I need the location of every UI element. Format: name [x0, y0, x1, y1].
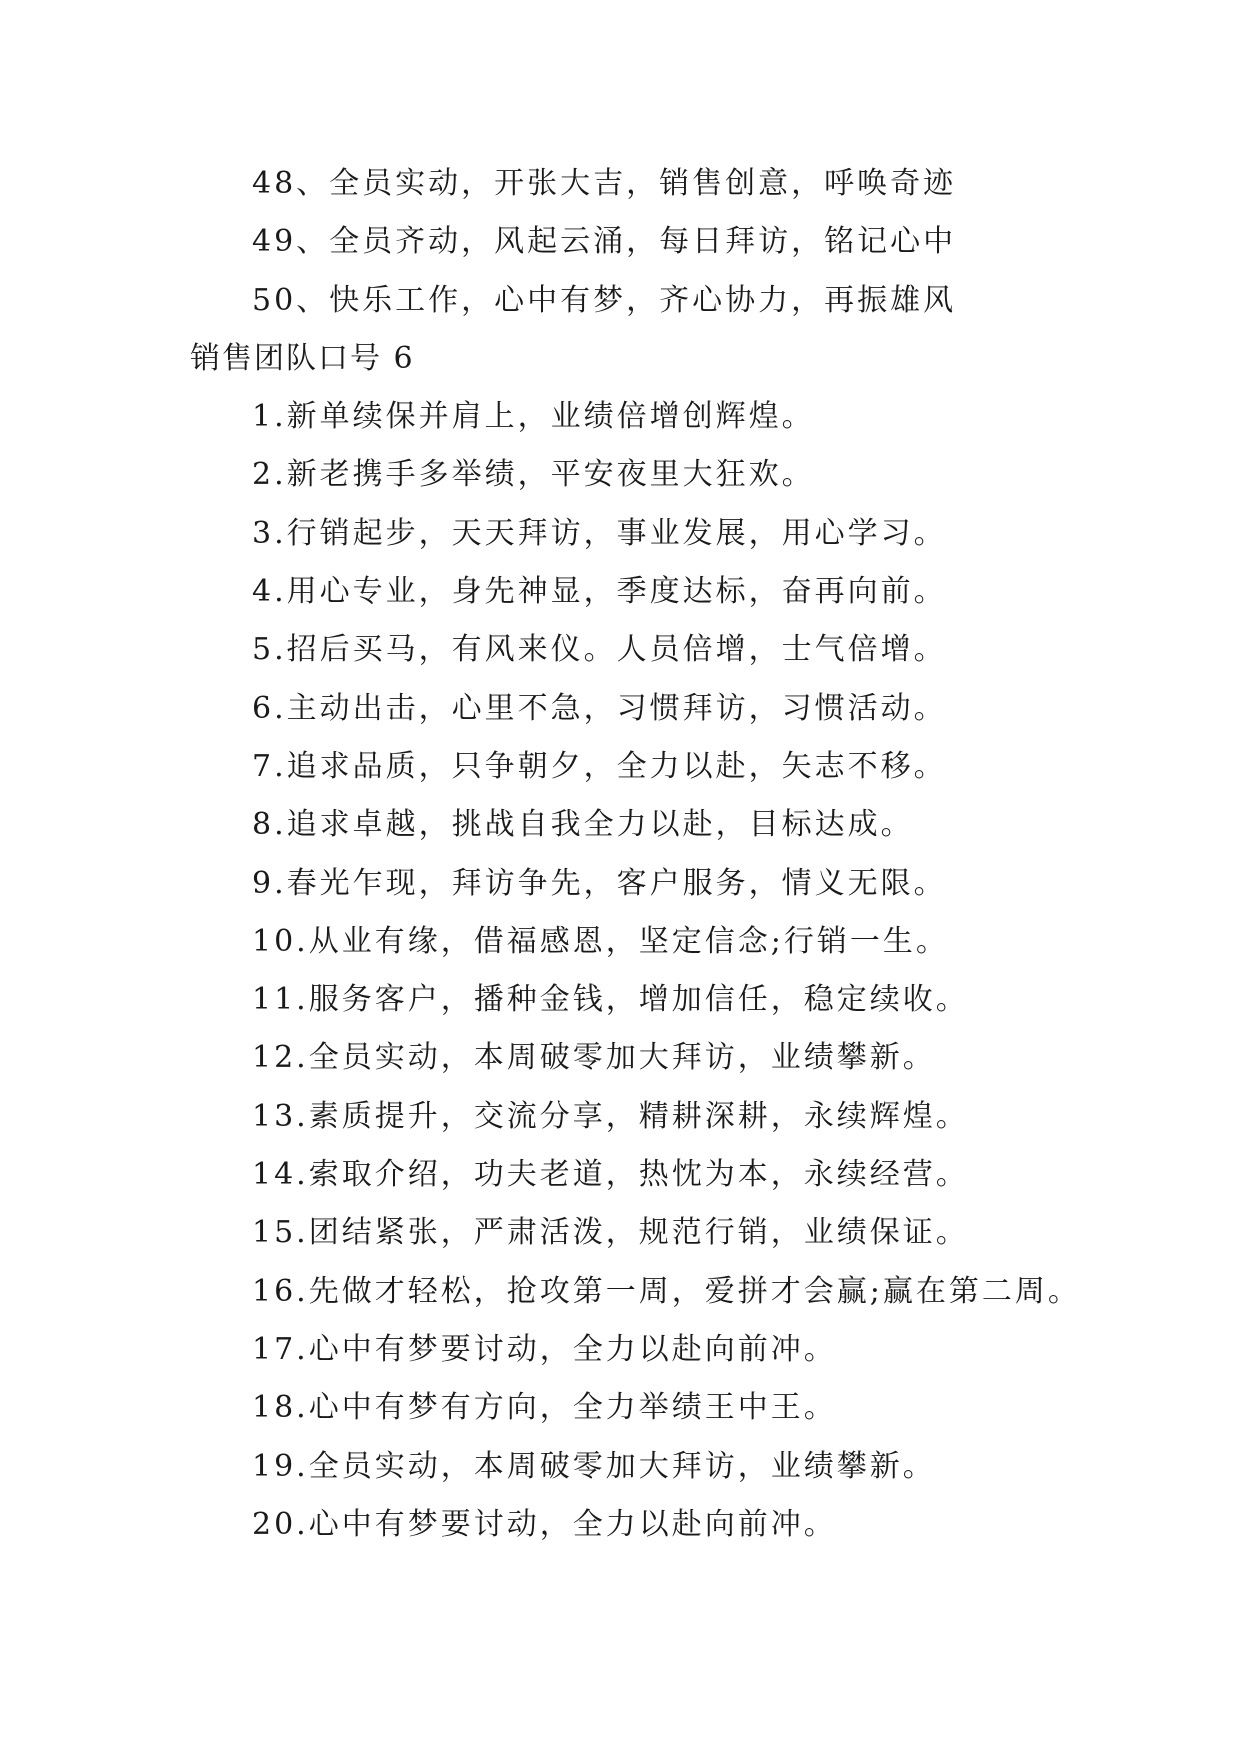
slogan-line: 20.心中有梦要讨动，全力以赴向前冲。 — [252, 1506, 837, 1542]
slogan-line: 3.行销起步，天天拜访，事业发展，用心学习。 — [252, 515, 947, 551]
slogan-line: 14.索取介绍，功夫老道，热忱为本，永续经营。 — [252, 1157, 969, 1193]
slogan-line: 1.新单续保并肩上，业绩倍增创辉煌。 — [252, 399, 815, 435]
slogan-line: 2.新老携手多举绩，平安夜里大狂欢。 — [252, 457, 815, 493]
slogan-line: 48、全员实动，开张大吉，销售创意，呼唤奇迹 — [252, 166, 957, 201]
document-body — [0, 155, 1241, 1554]
slogan-line: 12.全员实动，本周破零加大拜访，业绩攀新。 — [252, 1040, 936, 1076]
slogan-line: 49、全员齐动，风起云涌，每日拜访，铭记心中 — [252, 224, 957, 260]
slogan-line: 6.主动出击，心里不急，习惯拜访，习惯活动。 — [252, 690, 947, 726]
slogan-line: 5.招后买马，有风来仪。人员倍增，士气倍增。 — [252, 632, 947, 668]
slogan-line: 18.心中有梦有方向，全力举绩王中王。 — [252, 1390, 837, 1426]
slogan-line: 4.用心专业，身先神显，季度达标，奋再向前。 — [252, 574, 947, 610]
slogan-line: 9.春光乍现，拜访争先，客户服务，情义无限。 — [252, 865, 947, 901]
slogan-line: 10.从业有缘，借福感恩，坚定信念;行销一生。 — [252, 923, 949, 959]
slogan-line: 7.追求品质，只争朝夕，全力以赴，矢志不移。 — [252, 748, 947, 784]
slogan-line: 8.追求卓越，挑战自我全力以赴，目标达成。 — [252, 807, 914, 843]
slogan-line: 11.服务客户，播种金钱，增加信任，稳定续收。 — [252, 982, 969, 1018]
section-heading: 销售团队口号 6 — [190, 340, 415, 376]
slogan-line: 50、快乐工作，心中有梦，齐心协力，再振雄风 — [252, 282, 957, 318]
slogan-line: 19.全员实动，本周破零加大拜访，业绩攀新。 — [252, 1448, 936, 1484]
slogan-line: 17.心中有梦要讨动，全力以赴向前冲。 — [252, 1331, 837, 1367]
slogan-line: 15.团结紧张，严肃活泼，规范行销，业绩保证。 — [252, 1215, 969, 1251]
slogan-line: 13.素质提升，交流分享，精耕深耕，永续辉煌。 — [252, 1098, 969, 1134]
slogan-line: 16.先做才轻松，抢攻第一周，爱拼才会赢;赢在第二周。 — [252, 1273, 1081, 1309]
